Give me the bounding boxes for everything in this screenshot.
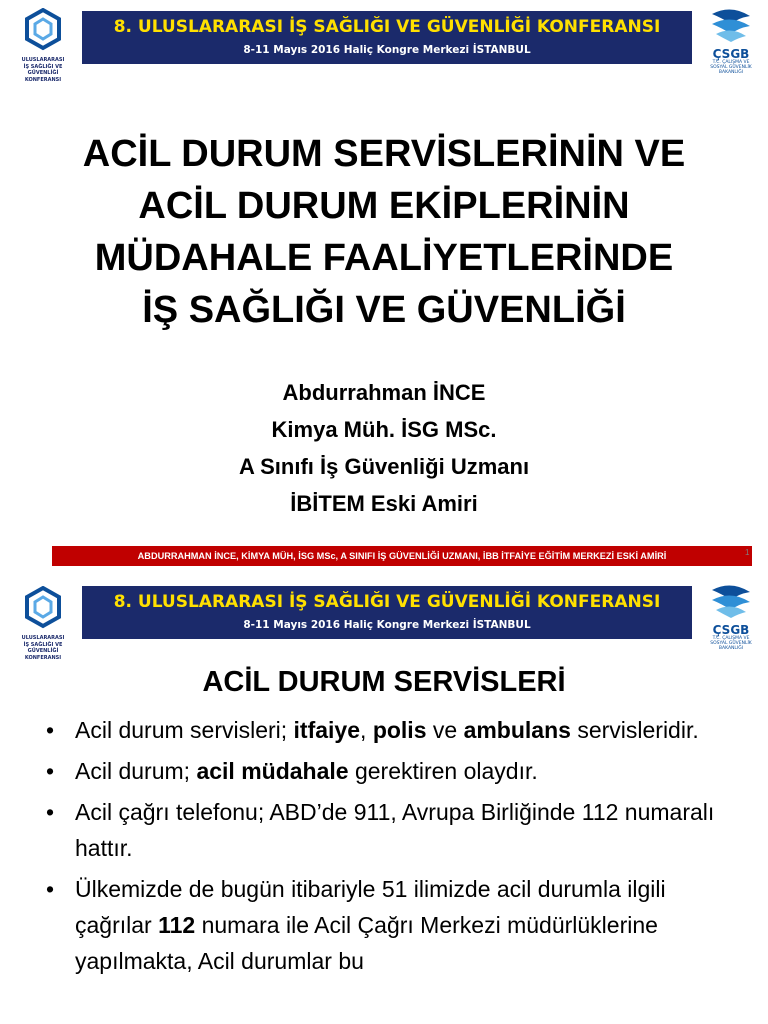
conference-header-bar	[82, 586, 692, 639]
csgb-logo-sub-3: BAKANLIĞI	[718, 70, 744, 75]
author-degree: Kimya Müh. İSG MSc.	[271, 417, 497, 442]
csgb-logo-sub-2: SOSYAL GÜVENLİK	[710, 65, 752, 70]
presentation-title-line-2: ACİL DURUM EKİPLERİNİN	[138, 185, 630, 227]
conference-title: 8. ULUSLARARASI İŞ SAĞLIĞI VE GÜVENLİĞİ KONFERANSI	[113, 592, 661, 612]
text-run: Acil durum servisleri;	[75, 717, 294, 743]
bullet-icon: •	[46, 876, 55, 902]
list-item	[40, 712, 740, 748]
text-run: ve	[426, 717, 464, 743]
conference-subtitle: 8-11 Mayıs 2016 Haliç Kongre Merkezi İSTANBUL	[243, 619, 531, 631]
text-run: gerektiren olaydır.	[348, 758, 538, 784]
csgb-logo-icon	[708, 584, 754, 620]
bold-text-run: polis	[372, 717, 427, 743]
text-run: Ülkemizde de bugün itibariyle 51 ilimizde acil durumla ilgili çağrılar	[75, 876, 666, 938]
author-former-role: İBİTEM Eski Amiri	[290, 491, 478, 516]
csgb-logo-sub-3: BAKANLIĞI	[718, 646, 744, 651]
presentation-title-line-1: ACİL DURUM SERVİSLERİNİN VE	[82, 133, 686, 175]
conference-logo-icon	[23, 586, 63, 630]
text-run: ,	[360, 717, 373, 743]
bullet-icon: •	[46, 758, 55, 784]
presentation-title-line-3: MÜDAHALE FAALİYETLERİNDE	[94, 237, 674, 279]
presentation-title-line-4: İŞ SAĞLIĞI VE GÜVENLİĞİ	[142, 289, 626, 331]
conference-logo-text-1: ULUSLARARASI	[21, 635, 65, 641]
page-number: 1	[745, 548, 750, 557]
author-name: Abdurrahman İNCE	[282, 380, 486, 405]
conference-header-bar	[82, 11, 692, 64]
conference-logo-icon	[23, 8, 63, 52]
bold-text-run: itfaiye	[293, 717, 361, 743]
csgb-logo-sub-1: T.C. ÇALIŞMA VE	[712, 60, 750, 65]
conference-logo-text-3: KONFERANSI	[24, 77, 62, 83]
conference-logo	[12, 586, 74, 661]
bold-text-run: 112	[158, 912, 196, 938]
conference-title: 8. ULUSLARARASI İŞ SAĞLIĞI VE GÜVENLİĞİ KONFERANSI	[113, 17, 661, 37]
text-run: servisleridir.	[570, 717, 699, 743]
presentation-title	[0, 128, 768, 336]
conference-logo-text-1: ULUSLARARASI	[21, 57, 65, 63]
csgb-logo-icon	[708, 8, 754, 44]
csgb-logo-brand: ÇSGB	[712, 623, 750, 637]
list-item	[40, 871, 740, 979]
bold-text-run: acil müdahale	[196, 758, 349, 784]
author-block	[0, 374, 768, 522]
conference-logo	[12, 8, 74, 83]
conference-logo-text-2: İŞ SAĞLIĞI VE GÜVENLİĞİ	[23, 64, 63, 76]
text-run: Acil çağrı telefonu; ABD’de 911, Avrupa Birliğinde 112 numaralı hattır.	[75, 799, 715, 861]
bullet-list	[40, 712, 740, 984]
bold-text-run: ambulans	[463, 717, 571, 743]
slide-title: ACİL DURUM SERVİSLERİ	[202, 666, 566, 698]
conference-subtitle: 8-11 Mayıs 2016 Haliç Kongre Merkezi İSTANBUL	[243, 44, 531, 56]
list-item	[40, 794, 740, 866]
csgb-logo-sub-1: T.C. ÇALIŞMA VE	[712, 636, 750, 641]
csgb-logo	[700, 584, 762, 654]
csgb-logo	[700, 8, 762, 78]
conference-logo-text-3: KONFERANSI	[24, 655, 62, 661]
list-item	[40, 753, 740, 789]
author-certification: A Sınıfı İş Güvenliği Uzmanı	[238, 454, 530, 479]
slide-2	[0, 572, 768, 1024]
conference-logo-text-2: İŞ SAĞLIĞI VE GÜVENLİĞİ	[23, 642, 63, 654]
slide-footer-bar: ABDURRAHMAN İNCE, KİMYA MÜH, İSG MSc, A SINIFI İŞ GÜVENLİĞİ UZMANI, İBB İTFAİYE EĞİTİM MERKEZİ ESKİ AMİRİ	[52, 546, 752, 566]
csgb-logo-sub-2: SOSYAL GÜVENLİK	[710, 641, 752, 646]
bullet-icon: •	[46, 799, 55, 825]
text-run: numara ile Acil Çağrı Merkezi müdürlüklerine yapılmakta, Acil durumlar bu	[75, 912, 658, 974]
csgb-logo-brand: ÇSGB	[712, 47, 750, 61]
text-run: Acil durum;	[75, 758, 197, 784]
bullet-icon: •	[46, 717, 55, 743]
